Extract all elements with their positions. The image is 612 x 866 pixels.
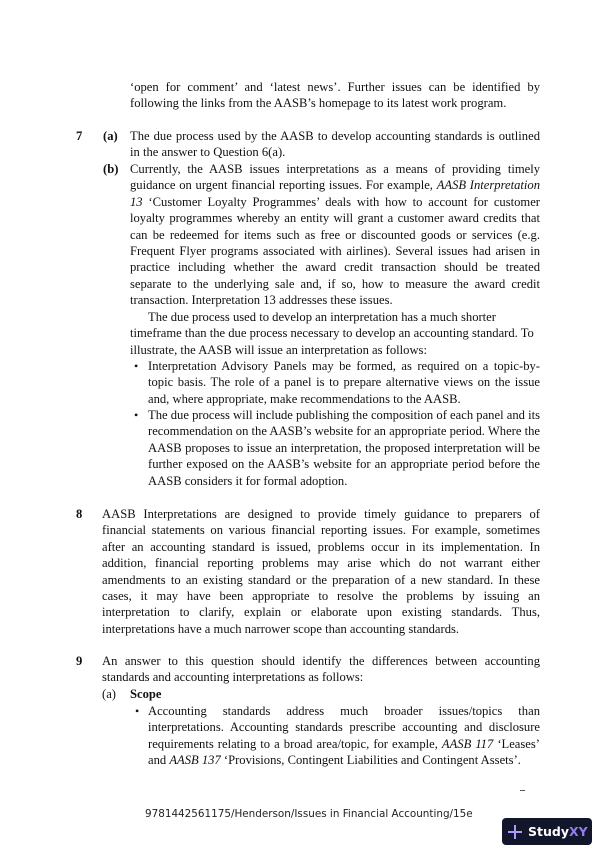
question-7b-label: (b): [103, 162, 119, 176]
aasb-117-title: AASB 117: [441, 736, 494, 751]
brand-xy: XY: [568, 824, 588, 839]
question-7a-label: (a): [103, 129, 118, 143]
bullet-icon: •: [135, 704, 140, 718]
question-7b-paragraph-2: The due process used to develop an interpretation has a much shorter timeframe than the due process necessary to develop an accounting standard. To illustrate, the AASB will issue an interpretation as follows:: [130, 310, 534, 357]
continuation-paragraph: ‘open for comment’ and ‘latest news’. Further issues can be identified by following the links from the AASB’s homepage to its latest work program.: [130, 80, 540, 111]
question-9-number: 9: [76, 654, 83, 668]
question-8-text: AASB Interpretations are designed to provide timely guidance to preparers of financial statements on various financial reporting issues. For example, sometimes after an accounting standard is issued, problems occur in its implementation. In addition, financial reporting problems may arise which do not warrant either amendments to an existing standard or the preparation of a new standard. In these cases, it may have been appropriate to resolve the problems by issuing an interpretation to clarify, explain or elaborate upon existing standards. Thus, interpretations have a much narrower scope than accounting standards.: [102, 507, 540, 636]
question-7-number: 7: [76, 129, 83, 143]
page-number-dash: [520, 790, 525, 791]
brand-study: Study: [528, 824, 569, 839]
aasb-137-title: AASB 137: [169, 753, 221, 768]
bullet-icon: •: [134, 359, 139, 373]
footer-citation: 9781442561175/Henderson/Issues in Financial Accounting/15e: [145, 808, 473, 820]
question-7b-bullet-2: The due process will include publishing the composition of each panel and its recommendation on the AASB’s website for an appropriate period. Where the AASB proposes to issue an interpretation, the proposed interpretation will be further exposed on the AASB’s website for an appropriate period before the AASB considers it for formal adoption.: [148, 408, 540, 488]
question-9a-heading: Scope: [130, 687, 162, 701]
question-9a-bullet-1: Accounting standards address much broader issues/topics than interpretations. Accounting standards prescribe accounting and disclosure requirements relating to a broad area/topic, for example, AASB 117 ‘Leases’ and AASB 137 ‘Provisions, Contingent Liabilities and Contingent Assets’.: [148, 704, 540, 768]
bullet-icon: •: [134, 408, 139, 422]
studyxy-badge[interactable]: [502, 818, 592, 845]
question-8-number: 8: [76, 507, 83, 521]
question-9a-label: (a): [102, 687, 116, 701]
question-7b-paragraph-1: Currently, the AASB issues interpretations as a means of providing timely guidance on urgent financial reporting issues. For example, AASB Interpretation 13 ‘Customer Loyalty Programmes’ deals with how to account for customer loyalty programmes whereby an entity will grant a customer award credits that can be redeemed for items such as free or discounted goods or services (e.g. Frequent Flyer programs associated with airlines). Several issues had arisen in practice including whether the award credit transaction should be treated separate to the underlying sale and, if so, how to measure the award credit transaction. Interpretation 13 addresses these issues.: [130, 162, 540, 308]
question-7b-bullet-1: Interpretation Advisory Panels may be formed, as required on a topic-by-topic basis. The role of a panel is to prepare alternative views on the issue and, where appropriate, make recommendations to the AASB.: [148, 359, 540, 406]
interpretation-13-title: AASB Interpretation 13: [130, 178, 540, 209]
question-9-intro: An answer to this question should identify the differences between accounting standards and accounting interpretations as follows:: [102, 654, 540, 685]
question-7a-text: The due process used by the AASB to develop accounting standards is outlined in the answer to Question 6(a).: [130, 129, 540, 160]
plus-icon: [508, 825, 522, 839]
